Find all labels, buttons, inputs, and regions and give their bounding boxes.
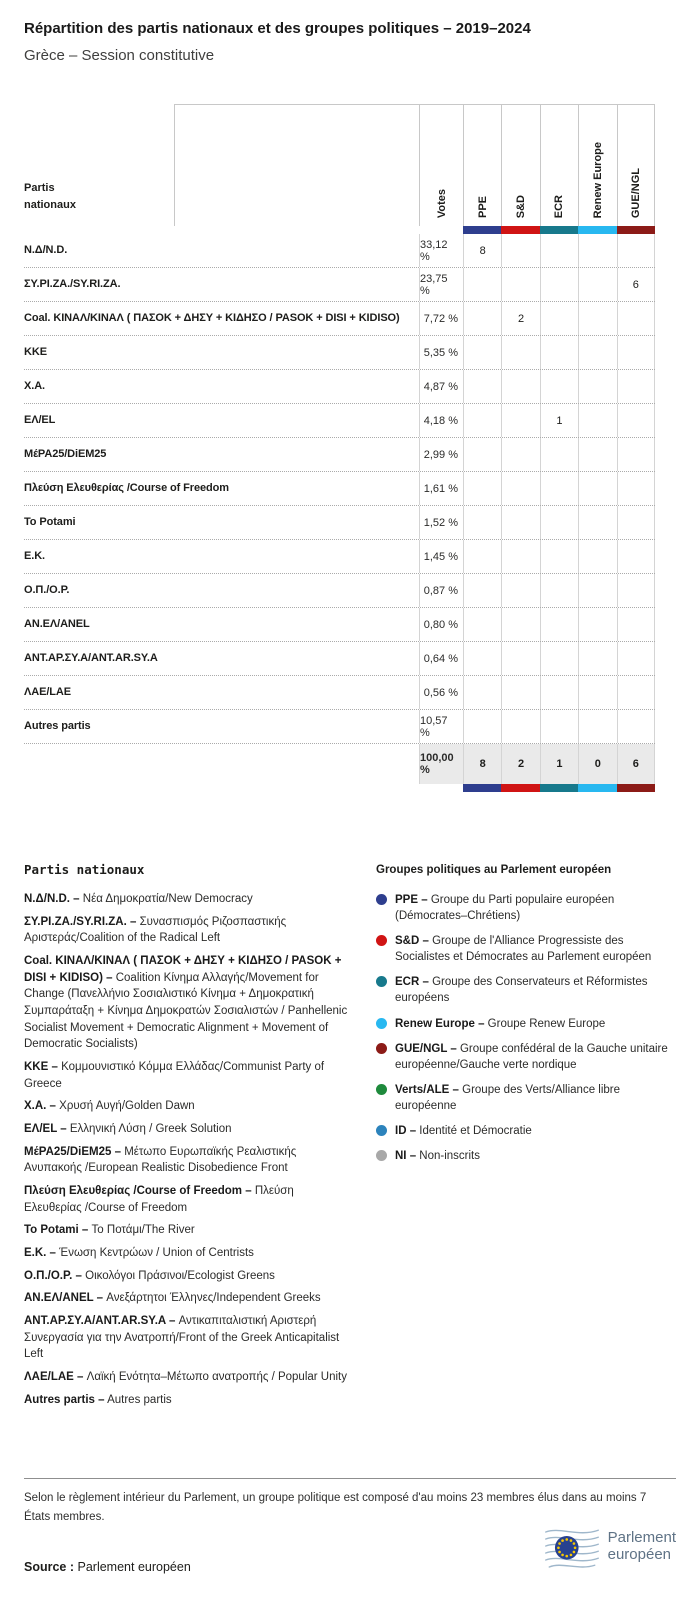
party-name-cell: Πλεύση Ελευθερίας /Course of Freedom — [24, 482, 229, 495]
colorbar-segment — [463, 784, 501, 792]
votes-column-header-cell — [419, 104, 463, 226]
seat-cell-sd — [501, 472, 539, 505]
group-description: Groupe des Verts/Alliance libre européenne — [395, 1083, 621, 1112]
total-seat-gue: 6 — [617, 744, 655, 784]
legend-parties-title: Partis nationaux — [24, 862, 145, 877]
legend-group-item — [376, 933, 676, 965]
table-row — [24, 302, 655, 336]
legend-group-item — [376, 1016, 676, 1032]
legend-party-item — [24, 914, 354, 947]
header-colorbar — [463, 226, 655, 234]
seat-cell-sd — [501, 370, 539, 403]
seat-cell-sd — [501, 540, 539, 573]
group-color-dot — [376, 1043, 387, 1054]
seat-cell-ecr: 1 — [540, 404, 578, 437]
party-description: Ένωση Κεντρώων / Union of Centrists — [59, 1247, 254, 1260]
legend-party-item — [24, 891, 354, 908]
group-name: ECR – — [395, 976, 429, 989]
group-column-header-cell — [617, 104, 655, 226]
votes-cell: 2,99 % — [419, 438, 463, 471]
group-text — [395, 1148, 480, 1164]
party-column-header-cell — [24, 104, 175, 226]
legend-party-item — [24, 1245, 354, 1262]
legend-party-item — [24, 1059, 354, 1092]
seat-cell-ppe — [463, 472, 501, 505]
seat-cell-sd — [501, 608, 539, 641]
party-description: Autres partis — [107, 1393, 172, 1406]
table-row — [24, 336, 655, 370]
votes-cell: 7,72 % — [419, 302, 463, 335]
group-color-dot — [376, 976, 387, 987]
legend-groups-list — [376, 892, 676, 1164]
seat-cell-ppe — [463, 302, 501, 335]
group-text — [395, 1123, 532, 1139]
group-column-header: ECR — [553, 194, 566, 218]
seat-cell-renew — [578, 710, 616, 743]
seat-cell-gue — [617, 438, 655, 471]
seat-cell-ecr — [540, 608, 578, 641]
legend-parties-list — [24, 891, 354, 1408]
seat-cell-renew — [578, 336, 616, 369]
group-column-header: Renew Europe — [591, 141, 604, 218]
total-votes-cell: 100,00 % — [419, 744, 463, 784]
seat-cell-gue — [617, 642, 655, 675]
group-name: PPE – — [395, 894, 428, 906]
seat-cell-ecr — [540, 438, 578, 471]
party-name: Coal. ΚΙΝΑΛ/KINAΛ ( ΠΑΣΟΚ + ΔΗΣΥ + ΚΙΔΗΣΟ / PASOK + DISI + KIDISO) – — [24, 955, 342, 984]
colorbar-segment — [501, 226, 539, 234]
seat-cell-sd — [501, 676, 539, 709]
total-empty-cell — [24, 744, 419, 784]
total-row — [24, 744, 655, 784]
group-name: GUE/NGL – — [395, 1042, 457, 1055]
table-header — [24, 104, 655, 226]
legend-party-item — [24, 1369, 354, 1386]
legend-group-item — [376, 892, 676, 924]
legend-party-item — [24, 1392, 354, 1409]
ep-logo-line1: Parlement — [607, 1528, 676, 1546]
legend-party-item — [24, 1183, 354, 1216]
seat-cell-gue — [617, 234, 655, 267]
table-row — [24, 540, 655, 574]
seat-cell-gue: 6 — [617, 268, 655, 301]
source-label: Source : — [24, 1560, 75, 1575]
seat-cell-sd — [501, 506, 539, 539]
seat-cell-ecr — [540, 336, 578, 369]
seat-cell-ppe — [463, 642, 501, 675]
votes-cell: 23,75 % — [419, 268, 463, 301]
seat-cell-ecr — [540, 268, 578, 301]
party-name-cell: ΚΚΕ — [24, 346, 47, 359]
results-table — [24, 104, 655, 792]
total-seat-sd: 2 — [501, 744, 539, 784]
group-text — [395, 974, 676, 1006]
ep-logo-wordmark — [608, 1529, 676, 1564]
seat-cell-gue — [617, 472, 655, 505]
party-name-cell: Χ.Α. — [24, 380, 45, 393]
party-description: Λαϊκή Ενότητα–Μέτωπο ανατροπής / Popular Unity — [86, 1371, 348, 1384]
party-description: Κομμουνιστικό Κόμμα Ελλάδας/Communist Party of Greece — [24, 1061, 325, 1090]
seat-cell-ppe — [463, 336, 501, 369]
group-description: Groupe confédéral de la Gauche unitaire européenne/Gauche verte nordique — [395, 1042, 668, 1071]
source-value: Parlement européen — [77, 1560, 191, 1575]
party-name-cell: Autres partis — [24, 720, 91, 733]
group-text — [395, 1041, 676, 1073]
votes-cell: 0,87 % — [419, 574, 463, 607]
votes-cell: 10,57 % — [419, 710, 463, 743]
colorbar-segment — [617, 784, 655, 792]
group-color-dot — [376, 1150, 387, 1161]
seat-cell-gue — [617, 336, 655, 369]
table-row — [24, 438, 655, 472]
party-column-header: Partis nationaux — [24, 181, 76, 211]
party-description: Το Ποτάμι/The River — [91, 1224, 195, 1237]
party-name: ΛΑΕ/LAE – — [24, 1371, 84, 1384]
colorbar-segment — [540, 226, 578, 234]
seat-cell-ppe — [463, 540, 501, 573]
seat-cell-ppe — [463, 404, 501, 437]
group-text — [395, 892, 676, 924]
table-row — [24, 608, 655, 642]
party-description: Μέτωπο Ευρωπαϊκής Ρεαλιστικής Ανυπακοής /European Realistic Disobedience Front — [24, 1145, 297, 1175]
seat-cell-gue — [617, 710, 655, 743]
group-column-header: S&D — [515, 194, 528, 218]
party-name-cell: ΑΝΤ.ΑΡ.ΣΥ.Α/ANT.AR.SY.A — [24, 652, 158, 665]
seat-cell-renew — [578, 370, 616, 403]
legend-group-item — [376, 1123, 676, 1139]
party-description: Πλεύση Ελευθερίας /Course of Freedom — [24, 1185, 294, 1214]
seat-cell-sd — [501, 404, 539, 437]
seat-cell-sd — [501, 234, 539, 267]
party-description: Χρυσή Αυγή/Golden Dawn — [59, 1100, 195, 1113]
seat-cell-ecr — [540, 370, 578, 403]
seat-cell-ppe — [463, 676, 501, 709]
seat-cell-ppe — [463, 268, 501, 301]
party-name: Ν.Δ/N.D. – — [24, 893, 80, 905]
seat-cell-ppe: 8 — [463, 234, 501, 267]
party-description: Συνασπισμός Ριζοσπαστικής Αριστεράς/Coalition of the Radical Left — [24, 915, 287, 945]
ep-logo-line2: européen — [607, 1546, 672, 1564]
seat-cell-gue — [617, 370, 655, 403]
group-text — [395, 1082, 676, 1114]
group-column-header-cell — [578, 104, 616, 226]
legend-party-item — [24, 1268, 354, 1285]
party-name-cell: ΑΝ.ΕΛ/ANEL — [24, 618, 90, 631]
seat-cell-gue — [617, 302, 655, 335]
group-column-header-cell — [540, 104, 578, 226]
party-name: ΜέΡΑ25/DiEM25 – — [24, 1145, 122, 1158]
group-color-dot — [376, 935, 387, 946]
seat-cell-renew — [578, 472, 616, 505]
table-row — [24, 574, 655, 608]
seat-cell-ppe — [463, 370, 501, 403]
party-name-cell: Coal. ΚΙΝΑΛ/KINAΛ ( ΠΑΣΟΚ + ΔΗΣΥ + ΚΙΔΗΣΟ / PASOK + DISI + KIDISO) — [24, 312, 400, 325]
seat-cell-ppe — [463, 608, 501, 641]
party-name: Πλεύση Ελευθερίας /Course of Freedom – — [24, 1185, 252, 1198]
party-name: Ε.Κ. – — [24, 1247, 56, 1260]
party-description: Οικολόγοι Πράσινοι/Ecologist Greens — [85, 1269, 275, 1282]
group-description: Non-inscrits — [419, 1150, 481, 1163]
colorbar-segment — [501, 784, 539, 792]
party-name: Ο.Π./O.P. – — [24, 1269, 82, 1282]
party-description: Ανεξάρτητοι Έλληνες/Independent Greeks — [106, 1292, 321, 1305]
votes-cell: 4,87 % — [419, 370, 463, 403]
seat-cell-ecr — [540, 506, 578, 539]
table-body — [24, 234, 655, 744]
seat-cell-sd — [501, 574, 539, 607]
seat-cell-sd — [501, 438, 539, 471]
colorbar-segment — [540, 784, 578, 792]
group-description: Groupe du Parti populaire européen (Démocrates–Chrétiens) — [395, 894, 615, 923]
colorbar-segment — [463, 226, 501, 234]
legend-group-item — [376, 1082, 676, 1114]
legends-section — [24, 862, 676, 1414]
group-color-dot — [376, 1125, 387, 1136]
total-seat-ecr: 1 — [540, 744, 578, 784]
votes-cell: 0,56 % — [419, 676, 463, 709]
seat-cell-ecr — [540, 676, 578, 709]
seat-cell-renew — [578, 642, 616, 675]
header-spacer — [175, 104, 419, 226]
party-name-cell: To Potami — [24, 516, 76, 529]
table-row — [24, 234, 655, 268]
table-row — [24, 506, 655, 540]
ep-logo — [544, 1518, 676, 1574]
votes-cell: 0,64 % — [419, 642, 463, 675]
legend-party-item — [24, 1290, 354, 1307]
group-column-header-cell — [463, 104, 501, 226]
total-seat-ppe: 8 — [463, 744, 501, 784]
seat-cell-renew — [578, 506, 616, 539]
seat-cell-gue — [617, 608, 655, 641]
legend-national-parties — [24, 862, 354, 1414]
colorbar-segment — [578, 784, 616, 792]
seat-cell-renew — [578, 438, 616, 471]
seat-cell-ppe — [463, 710, 501, 743]
party-name: ΣΥ.ΡΙ.ΖΑ./SY.RI.ZA. – — [24, 915, 137, 928]
source-text — [24, 1560, 191, 1574]
legend-party-item — [24, 1121, 354, 1138]
legend-political-groups — [376, 862, 676, 1173]
table-row — [24, 676, 655, 710]
seat-cell-renew — [578, 574, 616, 607]
group-color-dot — [376, 1018, 387, 1029]
colorbar-segment — [617, 226, 655, 234]
seat-cell-renew — [578, 268, 616, 301]
note-divider — [24, 1478, 676, 1479]
seat-cell-ecr — [540, 574, 578, 607]
group-column-headers — [463, 104, 655, 226]
ep-logo-icon — [544, 1518, 600, 1574]
party-name: Χ.Α. – — [24, 1100, 56, 1113]
seat-cell-gue — [617, 574, 655, 607]
party-name: ΕΛ/EL – — [24, 1123, 67, 1136]
group-color-dot — [376, 894, 387, 905]
legend-party-item — [24, 1222, 354, 1239]
table-row — [24, 642, 655, 676]
seat-cell-sd: 2 — [501, 302, 539, 335]
page-footer — [24, 1528, 676, 1575]
group-description: Groupe des Conservateurs et Réformistes européens — [395, 976, 648, 1005]
group-name: Renew Europe – — [395, 1017, 485, 1030]
table-row — [24, 710, 655, 744]
party-name-cell: Ν.Δ/N.D. — [24, 244, 68, 257]
party-name-cell: ΣΥ.ΡΙ.ΖΑ./SY.RI.ZA. — [24, 278, 121, 291]
seat-cell-ecr — [540, 710, 578, 743]
party-name: ΚΚΕ – — [24, 1061, 58, 1074]
group-name: ID – — [395, 1125, 417, 1138]
group-description: Identité et Démocratie — [419, 1125, 532, 1138]
party-name: To Potami – — [24, 1224, 89, 1237]
party-description: Αντικαπιταλιστική Αριστερή Συνεργασία για την Ανατροπή/Front of the Greek Anticapitalist Left — [24, 1315, 340, 1361]
footer-colorbar — [463, 784, 655, 792]
party-name-cell: ΛΑΕ/LAE — [24, 686, 71, 699]
seat-cell-ecr — [540, 540, 578, 573]
group-description: Groupe Renew Europe — [487, 1017, 606, 1030]
seat-cell-ppe — [463, 506, 501, 539]
seat-cell-renew — [578, 234, 616, 267]
seat-cell-gue — [617, 404, 655, 437]
party-description: Νέα Δημοκρατία/New Democracy — [82, 893, 253, 905]
legend-party-item — [24, 1144, 354, 1177]
party-name: ΑΝ.ΕΛ/ANEL – — [24, 1292, 104, 1305]
votes-cell: 5,35 % — [419, 336, 463, 369]
legend-group-item — [376, 1148, 676, 1164]
seat-cell-gue — [617, 676, 655, 709]
party-name: Autres partis – — [24, 1393, 105, 1406]
party-name-cell: Ε.Κ. — [24, 550, 45, 563]
colorbar-segment — [578, 226, 616, 234]
seat-cell-renew — [578, 302, 616, 335]
votes-cell: 1,61 % — [419, 472, 463, 505]
group-column-header-cell — [501, 104, 539, 226]
seat-cell-ecr — [540, 302, 578, 335]
votes-cell: 0,80 % — [419, 608, 463, 641]
votes-column-header: Votes — [435, 188, 448, 218]
votes-cell: 1,45 % — [419, 540, 463, 573]
group-column-header: PPE — [476, 195, 489, 218]
seat-cell-ppe — [463, 438, 501, 471]
group-text — [395, 933, 676, 965]
seat-cell-sd — [501, 336, 539, 369]
group-column-header: GUE/NGL — [629, 167, 642, 218]
votes-cell: 4,18 % — [419, 404, 463, 437]
legend-party-item — [24, 1098, 354, 1115]
seat-cell-renew — [578, 404, 616, 437]
party-name-cell: ΕΛ/EL — [24, 414, 56, 427]
table-row — [24, 404, 655, 438]
page-title: Répartition des partis nationaux et des groupes politiques – 2019–2024 — [24, 20, 531, 37]
group-color-dot — [376, 1084, 387, 1095]
seat-cell-ppe — [463, 574, 501, 607]
legend-group-item — [376, 1041, 676, 1073]
party-name-cell: Ο.Π./O.P. — [24, 584, 70, 597]
party-description: Coalition Κίνημα Αλλαγής/Movement for Change (Πανελλήνιο Σοσιαλιστικό Κίνημα + Δημοκρατική Συμπαράταξη + Κίνημα Δημοκρατών Σοσιαλιστών / Panhellenic Socialist Movement + Democratic Alignment + Movement of Democratic Socialists) — [24, 971, 348, 1051]
seat-cell-sd — [501, 642, 539, 675]
group-description: Groupe de l'Alliance Progressiste des Socialistes et Démocrates au Parlement européen — [395, 935, 652, 964]
legend-party-item — [24, 953, 354, 1053]
legend-group-item — [376, 974, 676, 1006]
rule-note: Selon le règlement intérieur du Parlement, un groupe politique est composé d'au moins 23 membres élus dans au moins 7 États membres. — [24, 1492, 647, 1523]
legend-party-item — [24, 1313, 354, 1363]
group-name: S&D – — [395, 935, 429, 948]
table-row — [24, 268, 655, 302]
party-name: ΑΝΤ.ΑΡ.ΣΥ.Α/ANT.AR.SY.A – — [24, 1315, 176, 1328]
page-subtitle: Grèce – Session constitutive — [24, 47, 215, 64]
seat-cell-renew — [578, 676, 616, 709]
group-name: NI – — [395, 1150, 417, 1163]
group-name: Verts/ALE – — [395, 1083, 459, 1096]
seat-cell-renew — [578, 540, 616, 573]
seat-cell-sd — [501, 710, 539, 743]
group-text — [395, 1016, 605, 1032]
seat-cell-ecr — [540, 642, 578, 675]
votes-cell: 1,52 % — [419, 506, 463, 539]
table-row — [24, 370, 655, 404]
total-seat-renew: 0 — [578, 744, 616, 784]
table-row — [24, 472, 655, 506]
seat-cell-ecr — [540, 472, 578, 505]
seat-cell-renew — [578, 608, 616, 641]
seat-cell-ecr — [540, 234, 578, 267]
seat-cell-sd — [501, 268, 539, 301]
seat-cell-gue — [617, 506, 655, 539]
legend-groups-title: Groupes politiques au Parlement européen — [376, 864, 612, 876]
seat-cell-gue — [617, 540, 655, 573]
party-description: Ελληνική Λύση / Greek Solution — [69, 1123, 232, 1136]
votes-cell: 33,12 % — [419, 234, 463, 267]
party-name-cell: ΜέΡΑ25/DiEM25 — [24, 448, 107, 461]
